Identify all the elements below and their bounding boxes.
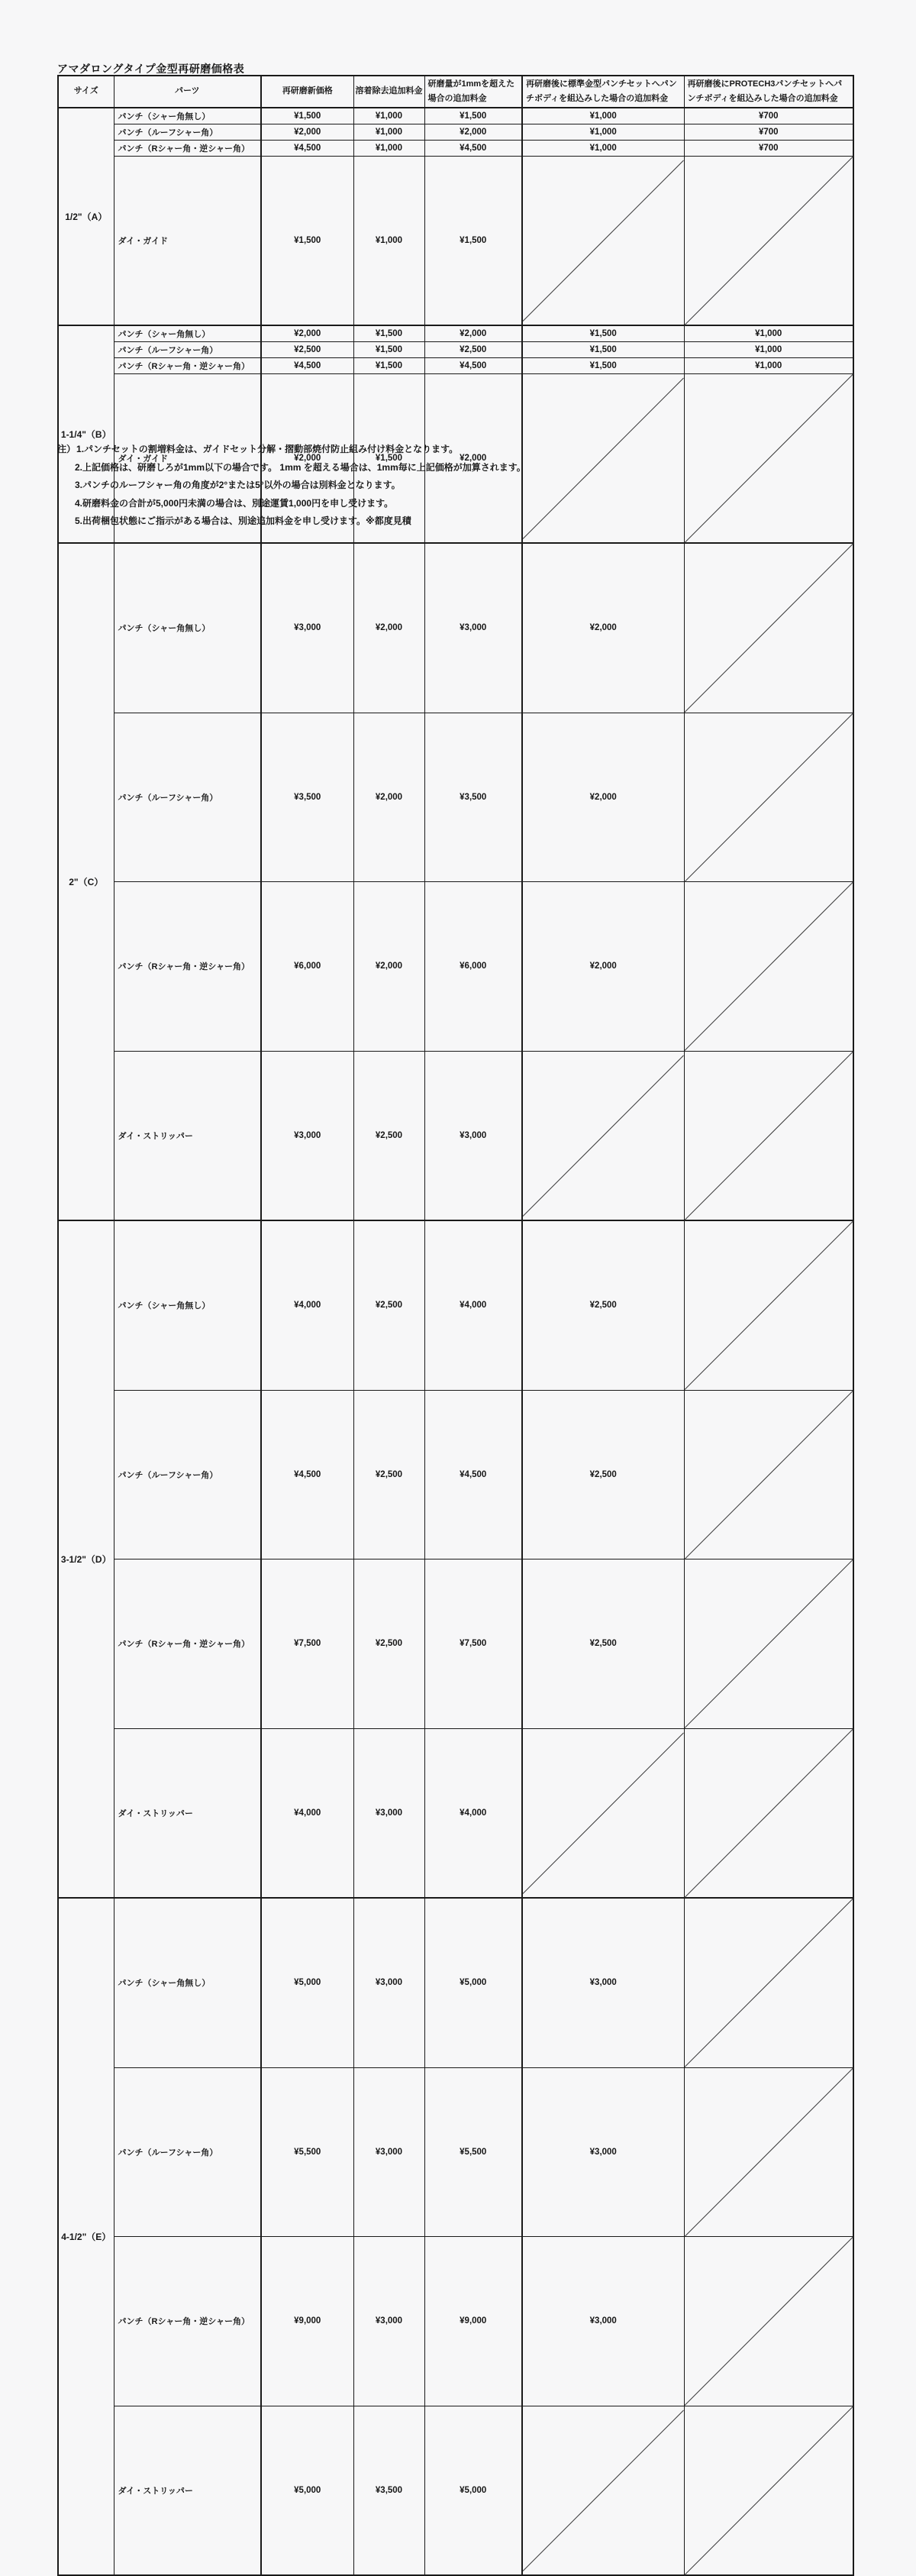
- header-protech3-punchset-fee: 再研磨後にPROTECH3パンチセットへパンチボディを組込みした場合の追加料金: [684, 76, 853, 108]
- diagonal-slash-icon: [685, 157, 853, 325]
- na-slash-cell: [522, 1051, 684, 1220]
- price-cell: ¥1,500: [353, 357, 424, 373]
- na-slash-cell: [522, 2406, 684, 2575]
- price-cell: ¥6,000: [261, 882, 353, 1052]
- part-cell: パンチ（ルーフシャー角）: [114, 713, 261, 882]
- table-row: [58, 2067, 853, 2237]
- part-cell: ダイ・ストリッパー: [114, 1728, 261, 1898]
- size-cell: 1-1/4"（B）: [58, 325, 114, 543]
- price-cell: ¥1,000: [684, 325, 853, 341]
- price-cell: ¥3,000: [424, 543, 522, 713]
- price-cell: ¥1,500: [424, 108, 522, 124]
- size-cell: 2"（C）: [58, 543, 114, 1220]
- price-cell: ¥2,000: [261, 124, 353, 140]
- price-cell: ¥1,000: [522, 140, 684, 156]
- part-cell: パンチ（Rシャー角・逆シャー角）: [114, 882, 261, 1052]
- price-cell: ¥2,500: [353, 1559, 424, 1729]
- na-slash-cell: [684, 543, 853, 713]
- part-cell: パンチ（Rシャー角・逆シャー角）: [114, 140, 261, 156]
- price-cell: ¥3,000: [353, 1728, 424, 1898]
- price-cell: ¥4,000: [424, 1220, 522, 1390]
- price-cell: ¥1,000: [353, 108, 424, 124]
- price-cell: ¥3,000: [353, 2067, 424, 2237]
- table-row: [58, 2406, 853, 2575]
- diagonal-slash-icon: [685, 1729, 853, 1898]
- price-cell: ¥2,000: [522, 543, 684, 713]
- page-title: アマダロングタイプ金型再研磨価格表: [57, 63, 245, 75]
- table-row: [58, 357, 853, 373]
- table-row: [58, 1559, 853, 1729]
- price-cell: ¥5,000: [261, 2406, 353, 2575]
- diagonal-slash-icon: [685, 544, 853, 713]
- price-cell: ¥2,500: [522, 1390, 684, 1559]
- price-cell: ¥2,500: [353, 1220, 424, 1390]
- price-cell: ¥2,500: [353, 1390, 424, 1559]
- price-cell: ¥2,000: [424, 124, 522, 140]
- table-row: [58, 124, 853, 140]
- na-slash-cell: [684, 2067, 853, 2237]
- price-cell: ¥3,000: [424, 1051, 522, 1220]
- na-slash-cell: [684, 1728, 853, 1898]
- price-cell: ¥1,500: [261, 108, 353, 124]
- price-cell: ¥3,500: [353, 2406, 424, 2575]
- na-slash-cell: [522, 156, 684, 325]
- price-cell: ¥4,000: [261, 1728, 353, 1898]
- diagonal-slash-icon: [523, 160, 684, 322]
- price-cell: ¥1,500: [522, 325, 684, 341]
- price-cell: ¥2,000: [424, 325, 522, 341]
- price-cell: ¥1,500: [522, 341, 684, 357]
- size-cell: 3-1/2"（D）: [58, 1220, 114, 1898]
- part-cell: パンチ（ルーフシャー角）: [114, 1390, 261, 1559]
- na-slash-cell: [684, 1051, 853, 1220]
- diagonal-slash-icon: [523, 378, 684, 539]
- part-cell: パンチ（シャー角無し）: [114, 1898, 261, 2067]
- price-cell: ¥5,000: [261, 1898, 353, 2067]
- footnote-line: [57, 441, 526, 459]
- price-cell: ¥2,500: [522, 1220, 684, 1390]
- header-regrind-price: 再研磨新価格: [261, 76, 353, 108]
- price-cell: ¥1,500: [522, 357, 684, 373]
- part-cell: パンチ（Rシャー角・逆シャー角）: [114, 2237, 261, 2406]
- price-cell: ¥2,500: [522, 1559, 684, 1729]
- price-cell: ¥1,500: [353, 325, 424, 341]
- na-slash-cell: [684, 882, 853, 1052]
- price-cell: ¥1,500: [353, 341, 424, 357]
- price-cell: ¥3,000: [353, 2237, 424, 2406]
- diagonal-slash-icon: [685, 1899, 853, 2067]
- na-slash-cell: [684, 2406, 853, 2575]
- diagonal-slash-icon: [685, 882, 853, 1051]
- footnote-line: 5.出荷梱包状態にご指示がある場合は、別途追加料金を申し受けます。※都度見積: [75, 516, 411, 526]
- diagonal-slash-icon: [523, 1055, 684, 1217]
- part-cell: ダイ・ストリッパー: [114, 2406, 261, 2575]
- price-cell: ¥9,000: [261, 2237, 353, 2406]
- table-row: [58, 341, 853, 357]
- diagonal-slash-icon: [685, 2068, 853, 2237]
- price-cell: ¥3,000: [353, 1898, 424, 2067]
- part-cell: ダイ・ガイド: [114, 156, 261, 325]
- price-cell: ¥5,000: [424, 1898, 522, 2067]
- price-cell: ¥4,500: [424, 140, 522, 156]
- part-cell: パンチ（ルーフシャー角）: [114, 2067, 261, 2237]
- na-slash-cell: [684, 1898, 853, 2067]
- header-size: サイズ: [58, 76, 114, 108]
- na-slash-cell: [684, 373, 853, 543]
- price-cell: ¥3,000: [261, 1051, 353, 1220]
- price-cell: ¥2,500: [353, 1051, 424, 1220]
- diagonal-slash-icon: [685, 713, 853, 882]
- header-weld-removal-fee: 溶着除去追加料金: [353, 76, 424, 108]
- table-row: [58, 325, 853, 341]
- price-cell: ¥2,000: [261, 325, 353, 341]
- price-cell: ¥1,000: [684, 357, 853, 373]
- price-cell: ¥2,000: [353, 543, 424, 713]
- price-cell: ¥4,500: [424, 1390, 522, 1559]
- na-slash-cell: [684, 1220, 853, 1390]
- price-cell: ¥4,500: [424, 357, 522, 373]
- price-cell: ¥2,000: [522, 713, 684, 882]
- price-cell: ¥4,000: [261, 1220, 353, 1390]
- table-row: [58, 1898, 853, 2067]
- price-cell: ¥4,500: [261, 357, 353, 373]
- table-row: [58, 1220, 853, 1390]
- part-cell: パンチ（シャー角無し）: [114, 108, 261, 124]
- na-slash-cell: [522, 373, 684, 543]
- price-cell: ¥7,500: [424, 1559, 522, 1729]
- na-slash-cell: [684, 2237, 853, 2406]
- price-cell: ¥2,000: [424, 373, 522, 543]
- size-cell: 4-1/2"（E）: [58, 1898, 114, 2575]
- price-cell: ¥2,000: [522, 882, 684, 1052]
- part-cell: パンチ（Rシャー角・逆シャー角）: [114, 1559, 261, 1729]
- part-cell: ダイ・ガイド: [114, 373, 261, 543]
- table-row: [58, 156, 853, 325]
- price-cell: ¥1,000: [353, 140, 424, 156]
- table-row: [58, 1390, 853, 1559]
- price-cell: ¥1,000: [353, 124, 424, 140]
- price-cell: ¥3,000: [522, 2067, 684, 2237]
- price-cell: ¥3,000: [261, 543, 353, 713]
- price-cell: ¥7,500: [261, 1559, 353, 1729]
- table-row: [58, 713, 853, 882]
- price-cell: ¥1,500: [353, 373, 424, 543]
- header-over-1mm-fee: 研磨量が1mmを超えた場合の追加料金: [424, 76, 522, 108]
- price-cell: ¥5,500: [424, 2067, 522, 2237]
- price-cell: ¥4,500: [261, 140, 353, 156]
- diagonal-slash-icon: [685, 1052, 853, 1220]
- price-cell: ¥2,000: [353, 713, 424, 882]
- na-slash-cell: [684, 713, 853, 882]
- footnotes: [57, 441, 526, 531]
- diagonal-slash-icon: [685, 1221, 853, 1390]
- price-cell: ¥700: [684, 108, 853, 124]
- price-cell: ¥1,500: [424, 156, 522, 325]
- header-parts: パーツ: [114, 76, 261, 108]
- price-cell: ¥1,000: [684, 341, 853, 357]
- table-row: [58, 2237, 853, 2406]
- table-row: [58, 882, 853, 1052]
- price-cell: ¥700: [684, 140, 853, 156]
- price-cell: ¥1,000: [522, 124, 684, 140]
- table-row: [58, 140, 853, 156]
- price-cell: ¥3,000: [522, 2237, 684, 2406]
- table-row: [58, 1051, 853, 1220]
- footnote-prefix: 注）: [57, 444, 76, 454]
- table-row: [58, 1728, 853, 1898]
- footnote-line: 4.研磨料金の合計が5,000円未満の場合は、別途運賃1,000円を申し受けます。: [75, 497, 394, 509]
- table-header-row: [58, 76, 853, 108]
- price-cell: ¥2,000: [261, 373, 353, 543]
- table-row: [58, 108, 853, 124]
- footnote-line: 2.上記価格は、研磨しろが1mm以下の場合です。 1mm を超える場合は、1mm毎に上記価格が加算されます。: [75, 461, 526, 473]
- header-standard-punchset-fee: 再研磨後に標準金型パンチセットへパンチボディを組込みした場合の追加料金: [522, 76, 684, 108]
- diagonal-slash-icon: [523, 1733, 684, 1894]
- price-cell: ¥1,000: [522, 108, 684, 124]
- price-cell: ¥2,500: [424, 341, 522, 357]
- price-cell: ¥3,000: [522, 1898, 684, 2067]
- price-cell: ¥9,000: [424, 2237, 522, 2406]
- price-cell: ¥3,500: [261, 713, 353, 882]
- price-cell: ¥5,500: [261, 2067, 353, 2237]
- price-cell: ¥1,000: [353, 156, 424, 325]
- part-cell: パンチ（Rシャー角・逆シャー角）: [114, 357, 261, 373]
- footnote-text: 1.パンチセットの割増料金は、ガイドセット分解・摺動部焼付防止組み付け料金となります。: [76, 444, 459, 454]
- part-cell: パンチ（ルーフシャー角）: [114, 341, 261, 357]
- footnote-line: 3.パンチのルーフシャー角の角度が2°または5°以外の場合は別料金となります。: [75, 480, 401, 490]
- diagonal-slash-icon: [685, 1559, 853, 1728]
- size-cell: 1/2"（A）: [58, 108, 114, 325]
- diagonal-slash-icon: [685, 2237, 853, 2406]
- table-row: [58, 543, 853, 713]
- price-cell: ¥2,000: [353, 882, 424, 1052]
- part-cell: パンチ（シャー角無し）: [114, 1220, 261, 1390]
- na-slash-cell: [684, 1390, 853, 1559]
- part-cell: ダイ・ストリッパー: [114, 1051, 261, 1220]
- part-cell: パンチ（ルーフシャー角）: [114, 124, 261, 140]
- na-slash-cell: [522, 1728, 684, 1898]
- price-cell: ¥1,500: [261, 156, 353, 325]
- price-cell: ¥700: [684, 124, 853, 140]
- part-cell: パンチ（シャー角無し）: [114, 543, 261, 713]
- price-cell: ¥4,000: [424, 1728, 522, 1898]
- price-cell: ¥6,000: [424, 882, 522, 1052]
- diagonal-slash-icon: [685, 2406, 853, 2575]
- diagonal-slash-icon: [685, 374, 853, 543]
- price-cell: ¥4,500: [261, 1390, 353, 1559]
- diagonal-slash-icon: [685, 1391, 853, 1559]
- price-cell: ¥2,500: [261, 341, 353, 357]
- na-slash-cell: [684, 156, 853, 325]
- part-cell: パンチ（シャー角無し）: [114, 325, 261, 341]
- diagonal-slash-icon: [523, 2410, 684, 2571]
- price-cell: ¥5,000: [424, 2406, 522, 2575]
- price-cell: ¥3,500: [424, 713, 522, 882]
- na-slash-cell: [684, 1559, 853, 1729]
